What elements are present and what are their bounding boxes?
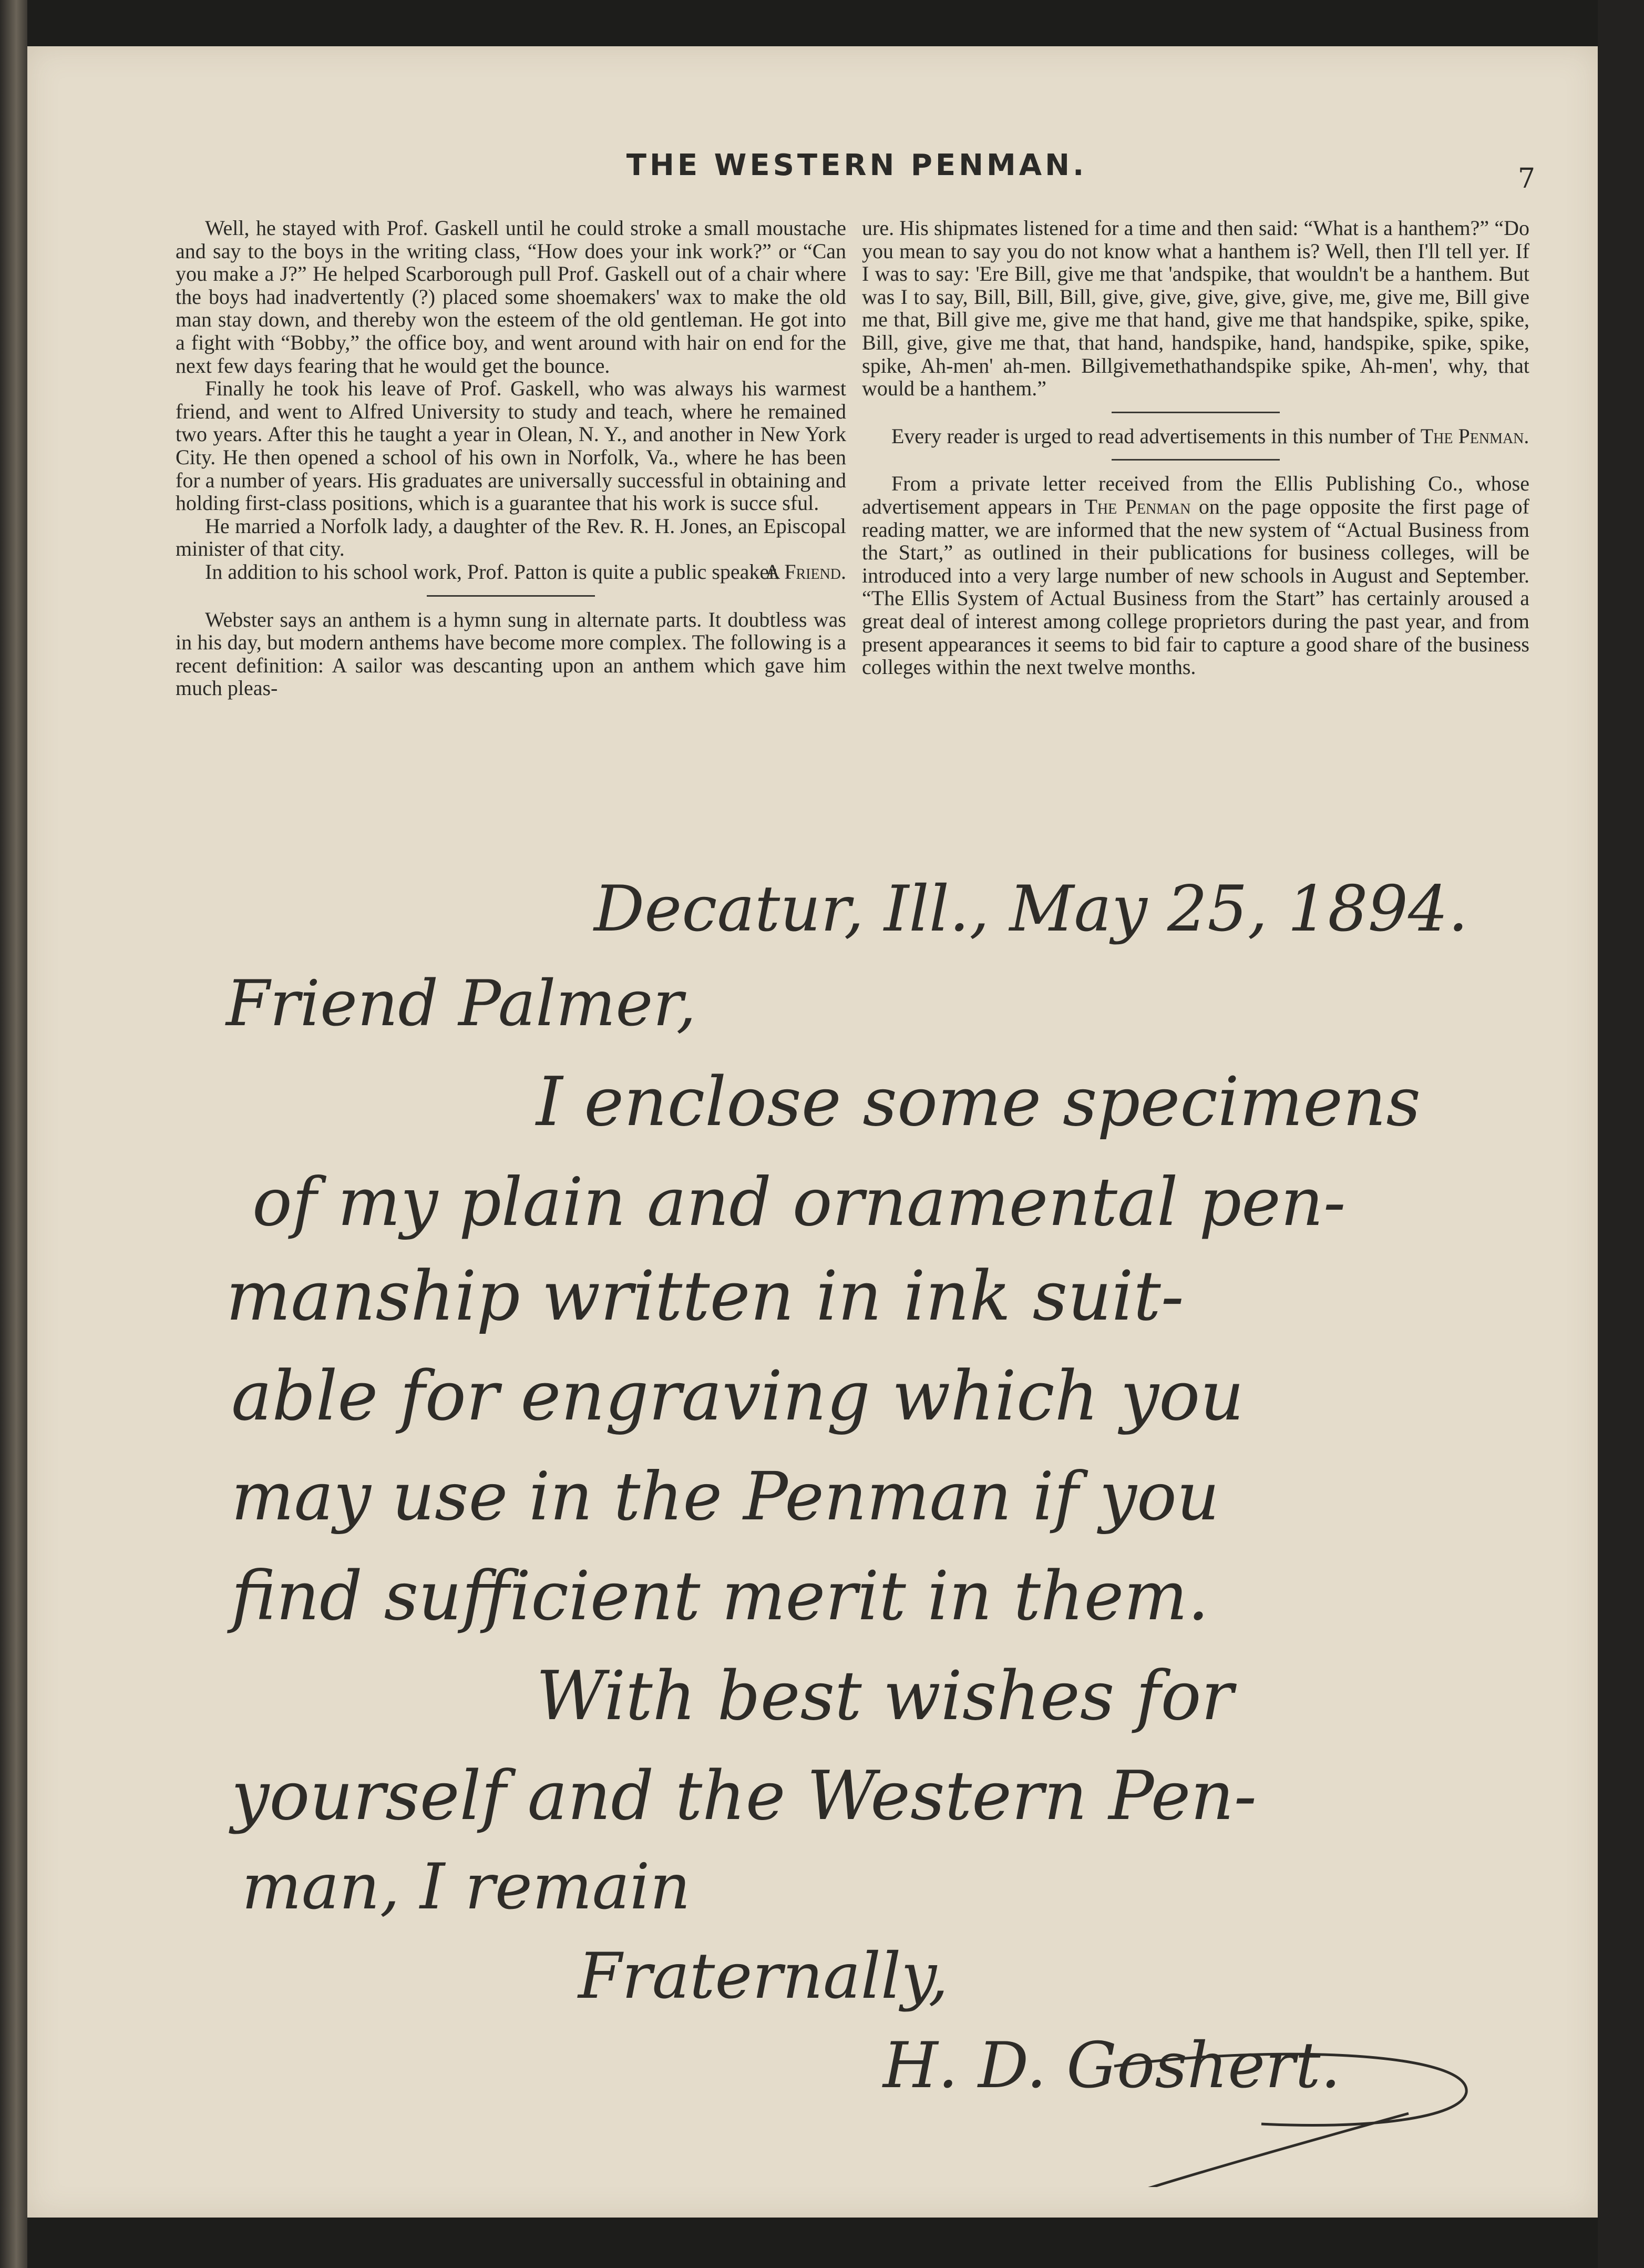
left-column bbox=[176, 217, 846, 700]
letter-dateline: Decatur, Ill., May 25, 1894. bbox=[594, 873, 1468, 946]
article-paragraph bbox=[862, 425, 1529, 448]
article-paragraph: Finally he took his leave of Prof. Gaskell, who was always his warmest friend, and went to Alfred University to study and teach, where he remained two years. After this he taught a year in Olean, N. Y., and another in New York City. He then opened a school of his own in Norfolk, Va., where he has been for a number of years. His graduates are universally successful in obtaining and holding first-class positions, which is a guarantee that his work is succe sful. bbox=[176, 376, 846, 515]
letter-line: find sufficient merit in them. bbox=[231, 1557, 1209, 1636]
letter-line: With best wishes for bbox=[536, 1657, 1234, 1735]
letter-signature: H. D. Goshert. bbox=[883, 2029, 1341, 2102]
text-run: From a private letter received from the Ellis Publishing Co., whose advertisement appears in bbox=[862, 472, 1529, 518]
letter-line: may use in the Penman if you bbox=[231, 1458, 1219, 1535]
book-gutter bbox=[0, 0, 27, 2268]
letter-closing: Fraternally, bbox=[578, 1940, 949, 2013]
article-paragraph bbox=[862, 472, 1529, 678]
article-paragraph: In addition to his school work, Prof. Patton is quite a public speaker. bbox=[205, 559, 780, 584]
letter-line: able for engraving which you bbox=[231, 1356, 1245, 1436]
letter-line: of my plain and ornamental pen- bbox=[252, 1163, 1346, 1241]
article-paragraph: ure. His shipmates listened for a time and then said: “What is a hanthem?” “Do you mean to say you do not know what a hanthem is? Well, then I'll tell yer. If I was to say: 'Ere Bill, give me that 'andspike, that wouldn't be a hanthem. But was I to say, Bill, Bill, Bill, give, give, give, give, give, me, give me, Bill give me that, Bill give me, give me that hand, give me that handspike, spike, spike, Bill, give, give me that, that hand, handspike, hand, handspike, spike, spike, spike, Ah-men' ah-men. Billgivemethathandspike spike, Ah-men', why, that would be a hanthem.” bbox=[862, 216, 1529, 401]
scan-background bbox=[1598, 0, 1644, 2268]
text-run: on the page opposite the first page of reading matter, we are informed that the new system of “Actual Business from the Start,” as outlined in their publications for business colleges, will be introduced into a very large number of new schools in August and September. “The Ellis System of Actual Business from the Start” has certainly aroused a great deal of interest among college proprietors during the past year, and from present appearances it seems to bid fair to capture a good share of the business colleges within the next twelve months. bbox=[862, 494, 1529, 679]
article-signature: A Friend. bbox=[765, 559, 846, 584]
page-number: 7 bbox=[1518, 163, 1536, 195]
text-run: Every reader is urged to read advertisements in this number of bbox=[891, 424, 1421, 448]
masthead-title: THE WESTERN PENMAN. bbox=[626, 148, 1087, 182]
letter-salutation: Friend Palmer, bbox=[226, 967, 696, 1040]
section-divider bbox=[427, 595, 595, 597]
article-paragraph: He married a Norfolk lady, a daughter of the Rev. R. H. Jones, an Episcopal minister of that city. bbox=[176, 514, 846, 561]
letter-line: manship written in ink suit- bbox=[226, 1256, 1184, 1336]
article-paragraph: Well, he stayed with Prof. Gaskell until he could stroke a small moustache and say to the boys in the writing class, “How does your ink work?” or “Can you make a J?” He helped Scarborough pull Prof. Gaskell out of a chair where the boys had inadvertently (?) placed some shoemakers' wax to make the old man stay down, and thereby won the esteem of the old gentleman. He got into a fight with “Bobby,” the office boy, and went around with hair on end for the next few days fearing that he would get the bounce. bbox=[176, 216, 846, 377]
handwritten-letter bbox=[158, 841, 1535, 2187]
text-run: . bbox=[1524, 424, 1529, 448]
section-divider bbox=[1112, 459, 1280, 461]
article-paragraph: Webster says an anthem is a hymn sung in alternate parts. It doubtless was in his day, but modern anthems have become more complex. The following is a recent definition: A sailor was descanting upon an anthem which gave him much pleas- bbox=[176, 607, 846, 700]
section-divider bbox=[1112, 412, 1280, 413]
right-column bbox=[862, 217, 1529, 679]
letter-line: I enclose some specimens bbox=[536, 1063, 1421, 1141]
letter-line: yourself and the Western Pen- bbox=[231, 1757, 1257, 1835]
publication-name: The Penman bbox=[1084, 494, 1191, 518]
letter-line: man, I remain bbox=[242, 1851, 691, 1924]
publication-name: The Penman bbox=[1420, 424, 1524, 448]
